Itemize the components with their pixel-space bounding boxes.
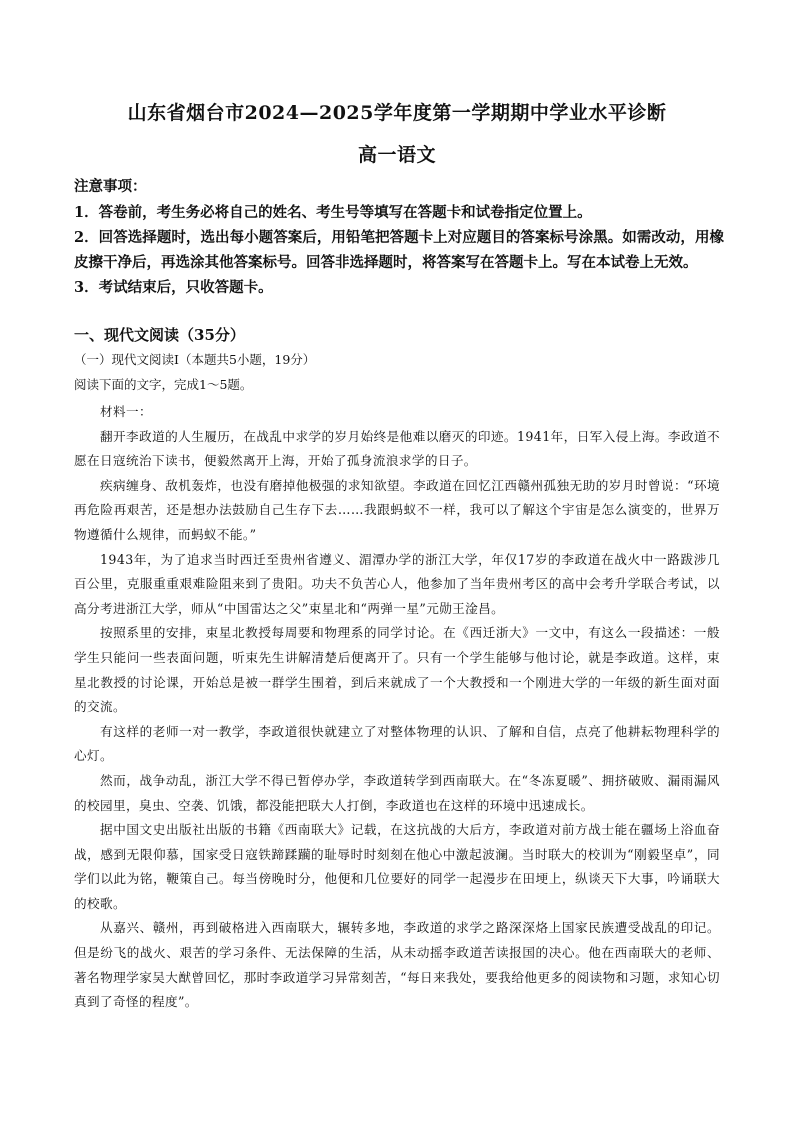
passage-body bbox=[74, 400, 720, 1015]
passage-paragraph: 疾病缠身、敌机轰炸，也没有磨掉他极强的求知欲望。李政道在回忆江西赣州孤独无助的岁月时曾说：“环境再危险再艰苦，还是想办法鼓励自己生存下去……我跟蚂蚁不一样，我可以了解这个宇宙是怎么演变的，世界万物遵循什么规律，而蚂蚁不能。” bbox=[74, 477, 720, 542]
passage-paragraph: 1943年，为了追求当时西迁至贵州省遵义、湄潭办学的浙江大学，年仅17岁的李政道在战火中一路跋涉几百公里，克服重重艰难险阻来到了贵阳。功夫不负苦心人，他参加了当年贵州考区的高中会考升学联合考试，以高分考进浙江大学，师从“中国雷达之父”束星北和“两弹一星”元勋王淦昌。 bbox=[74, 551, 720, 616]
passage-paragraph: 然而，战争动乱，浙江大学不得已暂停办学，李政道转学到西南联大。在“冬冻夏暖”、拥挤破败、漏雨漏风的校园里，臭虫、空袭、饥饿，都没能把联大人打倒，李政道也在这样的环境中迅速成长。 bbox=[74, 772, 720, 813]
notes-item: 3．考试结束后，只收答题卡。 bbox=[74, 279, 273, 296]
notes-item: 1．答卷前，考生务必将自己的姓名、考生号等填写在答题卡和试卷指定位置上。 bbox=[74, 204, 592, 221]
exam-title: 山东省烟台市2024—2025学年度第一学期期中学业水平诊断 bbox=[127, 102, 667, 124]
passage-paragraph: 据中国文史出版社出版的书籍《西南联大》记载，在这抗战的大后方，李政道对前方战士能在疆场上浴血奋战，感到无限仰慕，国家受日寇铁蹄蹂躏的耻辱时时刻刻在他心中激起波澜。当时联大的校训为“刚毅坚卓”，同学们以此为铭，鞭策自己。每当傍晚时分，他便和几位要好的同学一起漫步在田埂上，纵谈天下大事，吟诵联大的校歌。 bbox=[74, 822, 720, 911]
instruction-text: 阅读下面的文字，完成1～5题。 bbox=[74, 377, 253, 392]
subsection-heading: （一）现代文阅读Ⅰ（本题共5小题，19分） bbox=[74, 352, 316, 367]
passage-paragraph: 有这样的老师一对一教学，李政道很快就建立了对整体物理的认识、了解和自信，点亮了他耕耘物理科学的心灯。 bbox=[74, 723, 720, 764]
passage-paragraph: 材料一： bbox=[100, 404, 152, 419]
passage-paragraph: 按照系里的安排，束星北教授每周要和物理系的同学讨论。在《西迁浙大》一文中，有这么一段描述：一般学生只能问一些表面问题，听束先生讲解清楚后便离开了。只有一个学生能够与他讨论，就是李政道。这样，束星北教授的讨论课，开始总是被一群学生围着，到后来就成了一个大教授和一个刚进大学的一年级的新生面对面的交流。 bbox=[74, 625, 720, 715]
section-heading: 一、现代文阅读（35分） bbox=[74, 326, 245, 344]
notes-block bbox=[74, 176, 724, 300]
notes-heading: 注意事项： bbox=[74, 178, 147, 195]
notes-item: 2．回答选择题时，选出每小题答案后，用铅笔把答题卡上对应题目的答案标号涂黑。如需改动，用橡皮擦干净后，再选涂其他答案标号。回答非选择题时，将答案写在答题卡上。写在本试卷上无效。 bbox=[74, 229, 724, 271]
passage-paragraph: 从嘉兴、赣州，再到破格进入西南联大，辗转多地，李政道的求学之路深深烙上国家民族遭受战乱的印记。但是纷飞的战火、艰苦的学习条件、无法保障的生活，从未动摇李政道苦读报国的决心。他在西南联大的老师、著名物理学家吴大猷曾回忆，那时李政道学习异常刻苦，“每日来我处，要我给他更多的阅读物和习题，求知心切真到了奇怪的程度”。 bbox=[74, 920, 720, 1010]
passage-paragraph: 翻开李政道的人生履历，在战乱中求学的岁月始终是他难以磨灭的印迹。1941年，日军入侵上海。李政道不愿在日寇统治下读书，便毅然离开上海，开始了孤身流浪求学的日子。 bbox=[74, 428, 720, 469]
exam-subtitle: 高一语文 bbox=[357, 144, 436, 166]
